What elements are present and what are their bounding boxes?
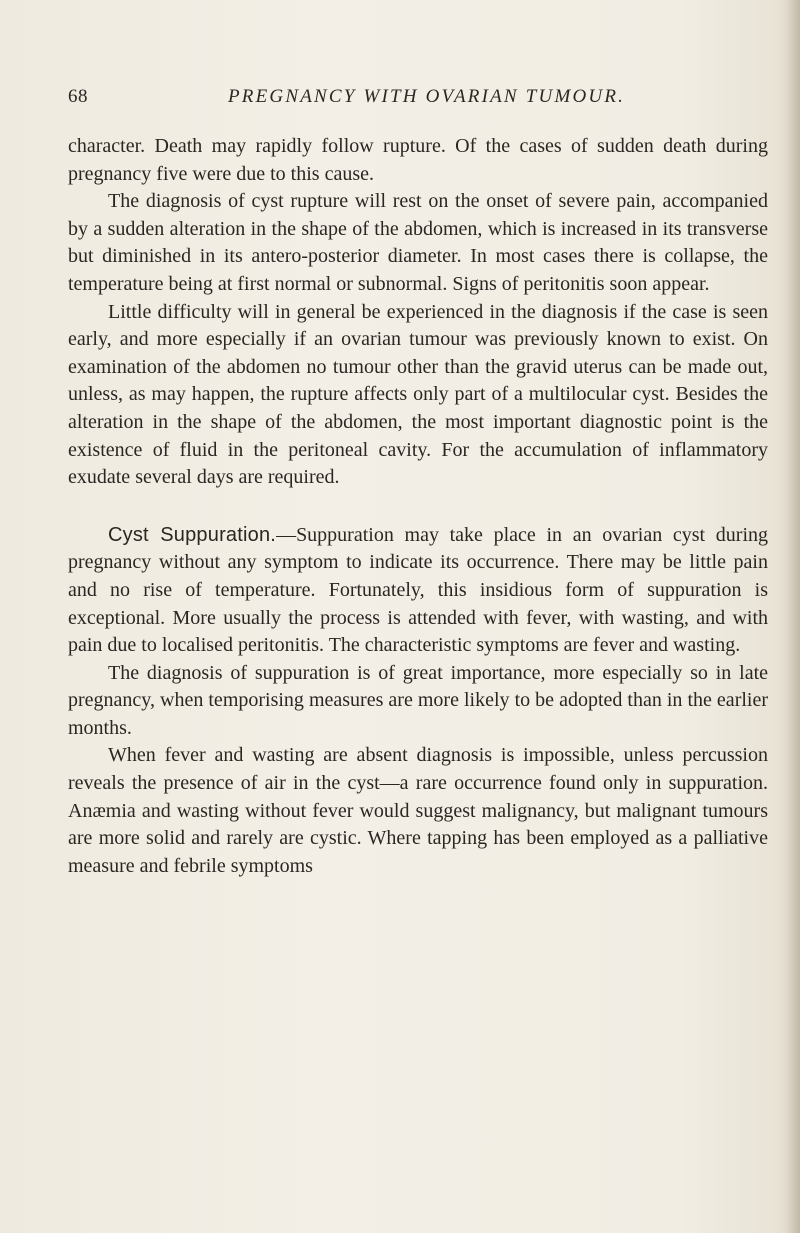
- section-gap: [68, 492, 768, 522]
- paragraph-fever-wasting: When fever and wasting are absent diagnosis is impossible, unless percussion reveals the presence of air in the cyst—a rare occurrence found only in suppuration. Anæmia and wasting without fever would suggest malignancy, but malignant tumours are more solid and rarely are cystic. Where tapping has been employed as a palliative measure and febrile symptoms: [68, 744, 768, 877]
- paragraph-diagnostic-difficulty: Little difficulty will in general be experienced in the diagnosis if the case is seen early, and more especially if an ovarian tumour was previously known to exist. On examination of the abdomen no tumour other than the gravid uterus can be made out, unless, as may happen, the rupture affects only part of a multilocular cyst. Besides the alteration in the shape of the abdomen, the most important diagnostic point is the existence of fluid in the peritoneal cavity. For the accumulation of inflammatory exudate several days are required.: [68, 300, 768, 489]
- page-header: [68, 86, 768, 114]
- paragraph-cyst-suppuration: [68, 522, 768, 660]
- paragraph-rupture-diagnosis: The diagnosis of cyst rupture will rest on the onset of severe pain, accompanied by a sudden alteration in the shape of the abdomen, which is increased in its transverse but diminished in its antero-posterior diameter. In most cases there is collapse, the temperature being at first normal or subnormal. Signs of peritonitis soon appear.: [68, 190, 768, 295]
- section-heading-cyst-suppuration: Cyst Suppuration.: [108, 523, 277, 546]
- paragraph-cyst-suppuration-text: —Suppuration may take place in an ovarian cyst during pregnancy without any symptom to indicate its occurrence. There may be little pain and no rise of temperature. Fortunately, this insidious form of suppuration is exceptional. More usually the process is attended with fever, with wasting, and with pain due to localised peritonitis. The characteristic symptoms are fever and wasting.: [68, 523, 769, 657]
- paragraph-suppuration-importance: The diagnosis of suppuration is of great importance, more especially so in late pregnancy, when temporising measures are more likely to be adopted than in the earlier months.: [68, 661, 768, 739]
- page-number: 68: [68, 86, 88, 107]
- paragraph-rupture-outcome: character. Death may rapidly follow rupture. Of the cases of sudden death during pregnancy five were due to this cause.: [68, 135, 768, 185]
- body-text: [68, 133, 768, 880]
- page-edge-shadow: [786, 0, 800, 1233]
- running-head: PREGNANCY WITH OVARIAN TUMOUR.: [228, 86, 626, 107]
